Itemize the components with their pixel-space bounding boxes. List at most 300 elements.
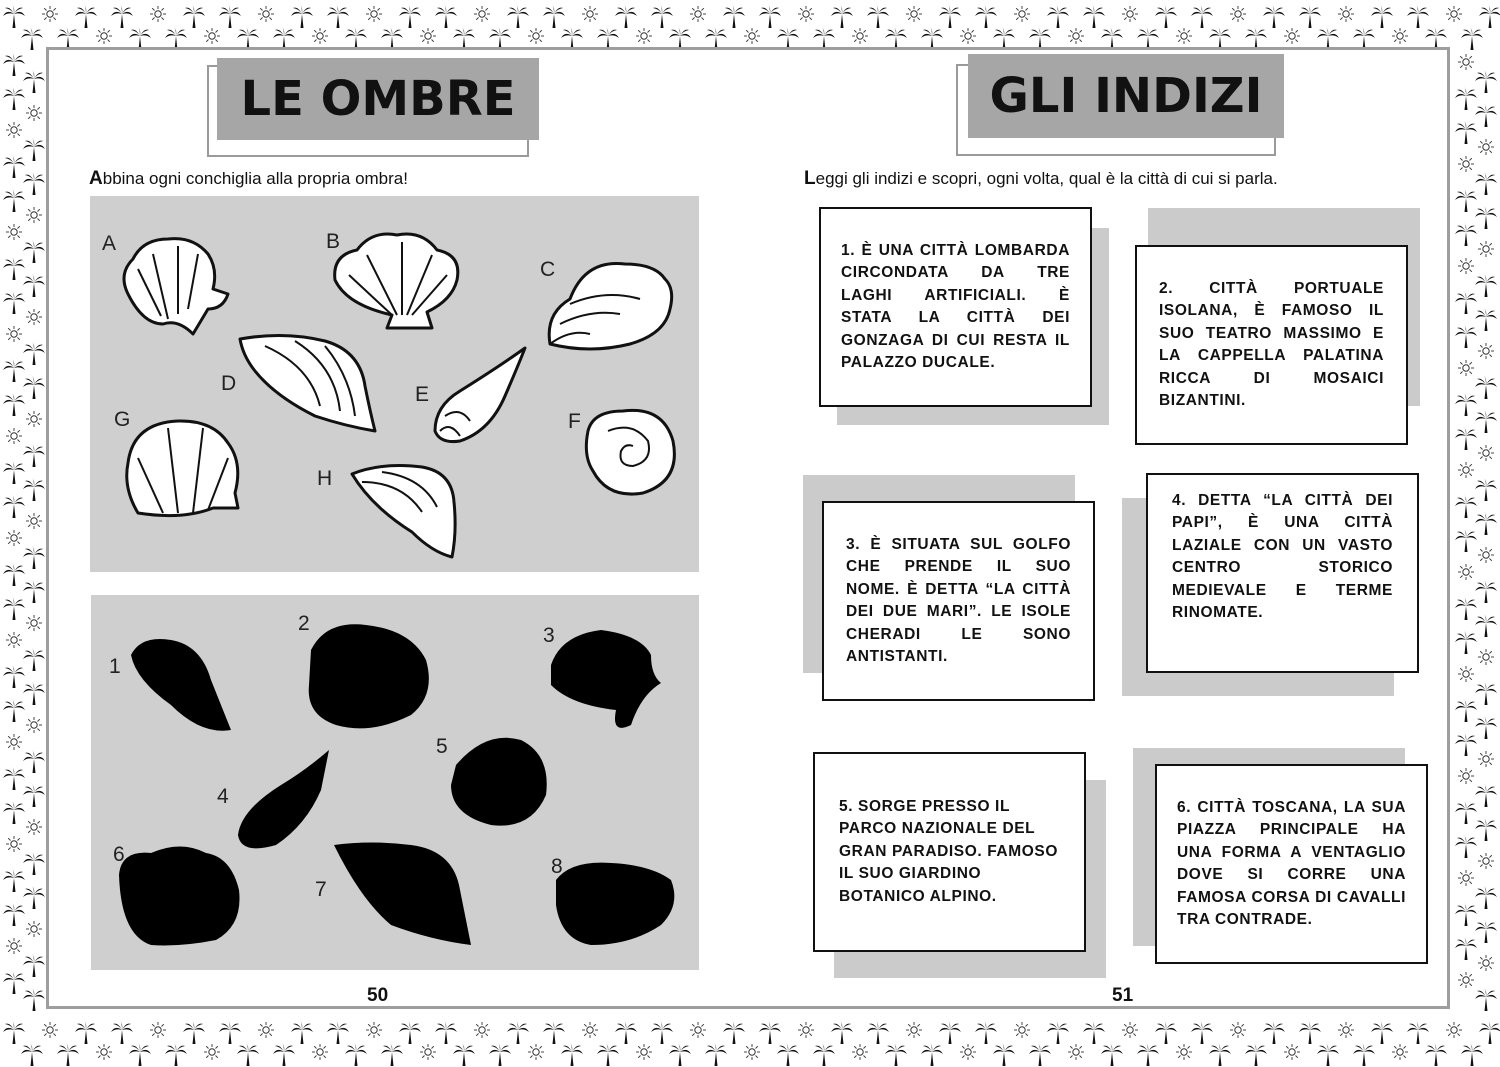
sun-icon: [852, 1044, 868, 1060]
palm-tree-icon: [23, 444, 45, 467]
sun-icon: [1458, 54, 1474, 70]
left-page-title: LE OMBRE: [240, 71, 516, 127]
sun-icon: [258, 1022, 274, 1038]
shell-label: D: [221, 372, 237, 395]
palm-tree-icon: [615, 5, 637, 28]
palm-tree-icon: [1101, 1043, 1123, 1066]
sun-icon: [1458, 462, 1474, 478]
left-title-banner: [207, 55, 542, 145]
shell-silhouette-icon: [551, 630, 661, 728]
palm-tree-icon: [3, 155, 25, 178]
palm-tree-icon: [1455, 325, 1477, 348]
sun-icon: [312, 1044, 328, 1060]
palm-tree-icon: [237, 1043, 259, 1066]
left-page: [49, 50, 749, 1006]
shadows-panel: [91, 595, 699, 970]
palm-tree-icon: [23, 954, 45, 977]
palm-tree-icon: [1455, 835, 1477, 858]
seashell-icon: [549, 263, 672, 349]
shell-label: A: [102, 232, 117, 255]
sun-icon: [474, 6, 490, 22]
palm-tree-icon: [1475, 512, 1497, 535]
palm-tree-icon: [3, 971, 25, 994]
shadow-label: 6: [113, 843, 125, 866]
palm-tree-icon: [3, 869, 25, 892]
palm-tree-icon: [489, 1043, 511, 1066]
sun-icon: [1014, 6, 1030, 22]
palm-tree-icon: [651, 5, 673, 28]
palm-tree-icon: [327, 5, 349, 28]
shell-silhouette-icon: [119, 847, 240, 946]
sun-icon: [1392, 28, 1408, 44]
palm-tree-icon: [1475, 614, 1497, 637]
sun-icon: [6, 326, 22, 342]
palm-tree-icon: [975, 1021, 997, 1044]
palm-tree-icon: [1137, 1043, 1159, 1066]
shadow-label: 7: [315, 878, 327, 901]
palm-tree-icon: [399, 5, 421, 28]
palm-tree-icon: [1455, 801, 1477, 824]
palm-tree-icon: [1475, 376, 1497, 399]
sun-icon: [366, 6, 382, 22]
sun-icon: [150, 6, 166, 22]
sun-icon: [906, 1022, 922, 1038]
sun-icon: [1176, 1044, 1192, 1060]
palm-tree-icon: [75, 1021, 97, 1044]
palm-tree-icon: [1371, 1021, 1393, 1044]
palm-tree-icon: [1455, 87, 1477, 110]
clue-text: 5. SORGE PRESSO IL PARCO NAZIONALE DEL GRAN PARADISO. FAMOSO IL SUO GIARDINO BOTANICO ALPINO.: [839, 797, 1058, 905]
palm-tree-icon: [777, 1043, 799, 1066]
palm-tree-icon: [1047, 1021, 1069, 1044]
palm-tree-icon: [561, 1043, 583, 1066]
palm-tree-icon: [1479, 5, 1500, 28]
sun-icon: [1284, 1044, 1300, 1060]
sun-icon: [690, 1022, 706, 1038]
seashell-icon: [586, 410, 674, 494]
palm-tree-icon: [1083, 5, 1105, 28]
sun-icon: [1068, 28, 1084, 44]
palm-tree-icon: [3, 257, 25, 280]
sun-icon: [1478, 955, 1494, 971]
sun-icon: [1458, 768, 1474, 784]
palm-tree-icon: [291, 1021, 313, 1044]
sun-icon: [6, 428, 22, 444]
palm-tree-icon: [3, 189, 25, 212]
palm-tree-icon: [1479, 1021, 1500, 1044]
sun-icon: [6, 836, 22, 852]
palm-tree-icon: [3, 563, 25, 586]
sun-icon: [1230, 1022, 1246, 1038]
sun-icon: [1478, 343, 1494, 359]
sun-icon: [6, 632, 22, 648]
palm-tree-icon: [1475, 104, 1497, 127]
palm-tree-icon: [813, 1043, 835, 1066]
seashell-icon: [127, 421, 238, 516]
palm-tree-icon: [759, 1021, 781, 1044]
sun-icon: [582, 1022, 598, 1038]
sun-icon: [1478, 139, 1494, 155]
sun-icon: [1392, 1044, 1408, 1060]
sun-icon: [42, 6, 58, 22]
palm-tree-icon: [1475, 274, 1497, 297]
page-number-right: 51: [1112, 985, 1134, 1006]
seashell-icon: [352, 466, 455, 557]
palm-tree-icon: [1475, 716, 1497, 739]
sun-icon: [96, 28, 112, 44]
sun-icon: [312, 28, 328, 44]
sun-icon: [1458, 666, 1474, 682]
palm-tree-icon: [1047, 5, 1069, 28]
palm-tree-icon: [939, 1021, 961, 1044]
palm-tree-icon: [23, 580, 45, 603]
palm-tree-icon: [615, 1021, 637, 1044]
palm-tree-icon: [57, 1043, 79, 1066]
palm-tree-icon: [3, 461, 25, 484]
sun-icon: [96, 1044, 112, 1060]
sun-icon: [1478, 751, 1494, 767]
clue-text: 6. CITTÀ TOSCANA, LA SUA PIAZZA PRINCIPALE HA UNA FORMA A VENTAGLIO DOVE SI CORRE UNA FAMOSA CORSA DI CAVALLI TRA CONTRADE.: [1177, 798, 1406, 928]
palm-tree-icon: [1455, 699, 1477, 722]
palm-tree-icon: [1475, 308, 1497, 331]
palm-tree-icon: [3, 53, 25, 76]
sun-icon: [42, 1022, 58, 1038]
palm-tree-icon: [165, 1043, 187, 1066]
palm-tree-icon: [3, 495, 25, 518]
shadows-illustration: [91, 595, 699, 970]
palm-tree-icon: [705, 1043, 727, 1066]
seashell-icon: [124, 239, 228, 334]
sun-icon: [798, 1022, 814, 1038]
right-title-banner: [956, 54, 1286, 144]
palm-tree-icon: [1475, 988, 1497, 1011]
palm-tree-icon: [885, 1043, 907, 1066]
palm-tree-icon: [867, 5, 889, 28]
palm-tree-icon: [669, 1043, 691, 1066]
shells-panel: [90, 196, 699, 572]
palm-tree-icon: [597, 1043, 619, 1066]
palm-tree-icon: [1475, 580, 1497, 603]
palm-tree-icon: [435, 1021, 457, 1044]
palm-tree-icon: [1475, 172, 1497, 195]
sun-icon: [420, 1044, 436, 1060]
seashell-icon: [335, 234, 458, 328]
palm-tree-icon: [1475, 410, 1497, 433]
sun-icon: [1230, 6, 1246, 22]
sun-icon: [1458, 156, 1474, 172]
sun-icon: [26, 207, 42, 223]
palm-tree-icon: [23, 682, 45, 705]
seashell-icon: [240, 335, 375, 431]
palm-tree-icon: [1475, 206, 1497, 229]
sun-icon: [258, 6, 274, 22]
sun-icon: [1478, 241, 1494, 257]
shell-silhouette-icon: [334, 843, 471, 946]
palm-tree-icon: [23, 274, 45, 297]
sun-icon: [366, 1022, 382, 1038]
sun-icon: [1338, 6, 1354, 22]
palm-tree-icon: [1455, 427, 1477, 450]
palm-tree-icon: [543, 1021, 565, 1044]
sun-icon: [636, 1044, 652, 1060]
sun-icon: [6, 530, 22, 546]
palm-tree-icon: [1475, 886, 1497, 909]
sun-icon: [744, 28, 760, 44]
shadow-label: 3: [543, 624, 555, 647]
palm-tree-icon: [3, 767, 25, 790]
sun-icon: [26, 819, 42, 835]
palm-tree-icon: [1263, 1021, 1285, 1044]
palm-tree-icon: [1455, 903, 1477, 926]
sun-icon: [6, 224, 22, 240]
sun-icon: [6, 734, 22, 750]
sun-icon: [420, 28, 436, 44]
palm-tree-icon: [1083, 1021, 1105, 1044]
sun-icon: [1284, 28, 1300, 44]
palm-tree-icon: [1455, 393, 1477, 416]
palm-tree-icon: [273, 1043, 295, 1066]
palm-tree-icon: [183, 5, 205, 28]
palm-tree-icon: [23, 172, 45, 195]
sun-icon: [528, 1044, 544, 1060]
palm-tree-icon: [23, 750, 45, 773]
palm-tree-icon: [111, 5, 133, 28]
sun-icon: [744, 1044, 760, 1060]
palm-tree-icon: [1353, 1043, 1375, 1066]
palm-tree-icon: [1455, 121, 1477, 144]
palm-tree-icon: [3, 291, 25, 314]
palm-tree-icon: [723, 1021, 745, 1044]
sun-icon: [690, 6, 706, 22]
palm-tree-icon: [23, 546, 45, 569]
shell-silhouette-icon: [556, 863, 674, 945]
sun-icon: [960, 28, 976, 44]
sun-icon: [6, 122, 22, 138]
shell-silhouette-icon: [309, 624, 429, 728]
palm-tree-icon: [3, 87, 25, 110]
palm-tree-icon: [1475, 682, 1497, 705]
palm-tree-icon: [291, 5, 313, 28]
shadow-label: 4: [217, 785, 229, 808]
palm-tree-icon: [1475, 784, 1497, 807]
shell-label: F: [568, 410, 581, 433]
right-page: [749, 50, 1450, 1006]
sun-icon: [26, 105, 42, 121]
clue-text: 3. È SITUATA SUL GOLFO CHE PRENDE IL SUO NOME. È DETTA “LA CITTÀ DEI DUE MARI”. LE ISOLE CHERADI LE SONO ANTISTANTI.: [846, 535, 1071, 665]
palm-tree-icon: [1461, 1043, 1483, 1066]
palm-tree-icon: [111, 1021, 133, 1044]
shell-label: H: [317, 467, 333, 490]
clue-text: 1. È UNA CITTÀ LOMBARDA CIRCONDATA DA TRE LAGHI ARTIFICIALI. È STATA LA CITTÀ DEI GONZAGA DI CUI RESTA IL PALAZZO DUCALE.: [841, 241, 1070, 371]
sun-icon: [906, 6, 922, 22]
sun-icon: [26, 309, 42, 325]
palm-tree-icon: [1455, 733, 1477, 756]
palm-tree-icon: [23, 784, 45, 807]
palm-tree-icon: [867, 1021, 889, 1044]
right-instruction: Leggi gli indizi e scopri, ogni volta, qual è la città di cui si parla.: [804, 168, 1278, 189]
palm-tree-icon: [23, 852, 45, 875]
palm-tree-icon: [3, 699, 25, 722]
sun-icon: [1122, 6, 1138, 22]
shell-silhouette-icon: [131, 639, 231, 731]
sun-icon: [26, 717, 42, 733]
sun-icon: [26, 411, 42, 427]
clue-text: 2. CITTÀ PORTUALE ISOLANA, È FAMOSO IL SUO TEATRO MASSIMO E LA CAPPELLA PALATINA RICCA DI MOSAICI BIZANTINI.: [1159, 279, 1384, 409]
sun-icon: [26, 921, 42, 937]
palm-tree-icon: [1455, 291, 1477, 314]
palm-tree-icon: [453, 1043, 475, 1066]
shell-silhouette-icon: [451, 738, 547, 826]
palm-tree-icon: [921, 1043, 943, 1066]
palm-tree-icon: [23, 988, 45, 1011]
palm-tree-icon: [1263, 5, 1285, 28]
sun-icon: [1478, 853, 1494, 869]
page-number-left: 50: [367, 985, 389, 1006]
palm-tree-icon: [543, 5, 565, 28]
palm-tree-icon: [1317, 1043, 1339, 1066]
sun-icon: [1458, 870, 1474, 886]
palm-tree-icon: [651, 1021, 673, 1044]
shell-label: C: [540, 258, 556, 281]
palm-tree-icon: [1455, 529, 1477, 552]
palm-tree-icon: [1475, 70, 1497, 93]
palm-tree-icon: [345, 1043, 367, 1066]
palm-tree-icon: [1155, 1021, 1177, 1044]
sun-icon: [150, 1022, 166, 1038]
palm-tree-icon: [129, 1043, 151, 1066]
palm-tree-icon: [507, 5, 529, 28]
palm-tree-icon: [327, 1021, 349, 1044]
palm-tree-icon: [939, 5, 961, 28]
palm-tree-icon: [23, 478, 45, 501]
shadow-label: 8: [551, 855, 563, 878]
sun-icon: [204, 28, 220, 44]
palm-tree-icon: [1191, 1021, 1213, 1044]
palm-tree-icon: [1461, 27, 1483, 50]
sun-icon: [26, 615, 42, 631]
palm-tree-icon: [23, 240, 45, 263]
palm-tree-icon: [1455, 631, 1477, 654]
sun-icon: [1446, 6, 1462, 22]
palm-tree-icon: [1191, 5, 1213, 28]
palm-tree-icon: [21, 27, 43, 50]
sun-icon: [1068, 1044, 1084, 1060]
sun-icon: [26, 513, 42, 529]
palm-tree-icon: [1299, 1021, 1321, 1044]
palm-tree-icon: [1455, 937, 1477, 960]
sun-icon: [960, 1044, 976, 1060]
left-instruction: Abbina ogni conchiglia alla propria ombra!: [89, 168, 408, 189]
palm-tree-icon: [993, 1043, 1015, 1066]
palm-tree-icon: [23, 138, 45, 161]
sun-icon: [1478, 445, 1494, 461]
palm-tree-icon: [1029, 1043, 1051, 1066]
palm-tree-icon: [1155, 5, 1177, 28]
sun-icon: [1338, 1022, 1354, 1038]
palm-tree-icon: [3, 801, 25, 824]
shells-illustration: [90, 196, 699, 572]
sun-icon: [1014, 1022, 1030, 1038]
palm-tree-icon: [3, 393, 25, 416]
sun-icon: [6, 938, 22, 954]
shell-label: B: [326, 230, 341, 253]
shadow-label: 5: [436, 735, 448, 758]
palm-tree-icon: [1455, 189, 1477, 212]
palm-tree-icon: [1425, 1043, 1447, 1066]
sun-icon: [1478, 547, 1494, 563]
palm-tree-icon: [1455, 223, 1477, 246]
sun-icon: [474, 1022, 490, 1038]
palm-tree-icon: [759, 5, 781, 28]
seashell-icon: [435, 348, 525, 442]
book-spread: [46, 47, 1450, 1009]
shell-silhouette-icon: [238, 750, 329, 848]
sun-icon: [1478, 649, 1494, 665]
sun-icon: [1446, 1022, 1462, 1038]
shell-label: G: [114, 408, 131, 431]
palm-tree-icon: [1371, 5, 1393, 28]
sun-icon: [1458, 360, 1474, 376]
palm-tree-icon: [1475, 818, 1497, 841]
palm-tree-icon: [3, 903, 25, 926]
palm-tree-icon: [75, 5, 97, 28]
palm-tree-icon: [1209, 1043, 1231, 1066]
sun-icon: [528, 28, 544, 44]
sun-icon: [798, 6, 814, 22]
palm-tree-icon: [975, 5, 997, 28]
palm-tree-icon: [831, 1021, 853, 1044]
palm-tree-icon: [381, 1043, 403, 1066]
palm-tree-icon: [3, 359, 25, 382]
palm-tree-icon: [23, 376, 45, 399]
shadow-label: 1: [109, 655, 121, 678]
shell-label: E: [415, 383, 430, 406]
clue-text: 4. DETTA “LA CITTÀ DEI PAPI”, È UNA CITTÀ LAZIALE CON UN VASTO CENTRO STORICO MEDIEVALE E TERME RINOMATE.: [1172, 491, 1393, 621]
palm-tree-icon: [1407, 5, 1429, 28]
sun-icon: [1458, 972, 1474, 988]
palm-tree-icon: [23, 886, 45, 909]
sun-icon: [1122, 1022, 1138, 1038]
right-page-title: GLI INDIZI: [989, 68, 1263, 124]
sun-icon: [1458, 564, 1474, 580]
palm-tree-icon: [23, 648, 45, 671]
palm-tree-icon: [3, 597, 25, 620]
sun-icon: [204, 1044, 220, 1060]
palm-tree-icon: [21, 1043, 43, 1066]
palm-tree-icon: [183, 1021, 205, 1044]
palm-tree-icon: [435, 5, 457, 28]
palm-tree-icon: [1455, 597, 1477, 620]
sun-icon: [852, 28, 868, 44]
palm-tree-icon: [723, 5, 745, 28]
palm-tree-icon: [1455, 495, 1477, 518]
sun-icon: [1176, 28, 1192, 44]
sun-icon: [1458, 258, 1474, 274]
palm-tree-icon: [3, 665, 25, 688]
palm-tree-icon: [507, 1021, 529, 1044]
palm-tree-icon: [3, 1021, 25, 1044]
palm-tree-icon: [1475, 478, 1497, 501]
palm-tree-icon: [219, 5, 241, 28]
palm-tree-icon: [1407, 1021, 1429, 1044]
palm-tree-icon: [1245, 1043, 1267, 1066]
palm-tree-icon: [23, 342, 45, 365]
palm-tree-icon: [399, 1021, 421, 1044]
palm-tree-icon: [23, 70, 45, 93]
sun-icon: [636, 28, 652, 44]
palm-tree-icon: [1299, 5, 1321, 28]
palm-tree-icon: [1475, 920, 1497, 943]
